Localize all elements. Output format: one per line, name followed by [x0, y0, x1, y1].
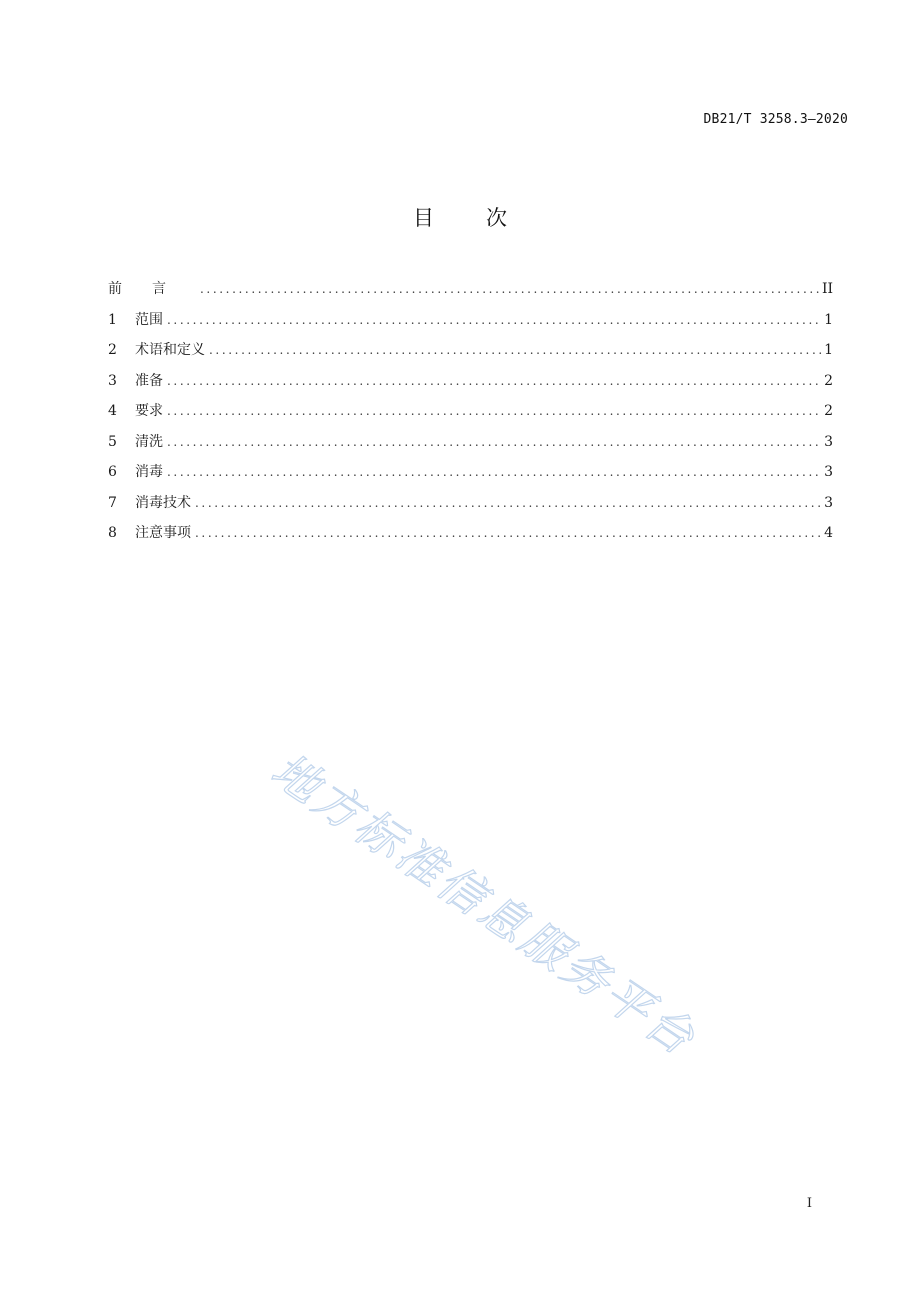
watermark-text: 地方标准信息服务平台 [261, 742, 707, 1067]
toc-entry-preparation[interactable] [108, 370, 833, 401]
toc-entry-page: 3 [824, 464, 833, 480]
toc-entry-number: 8 [108, 525, 117, 541]
toc-entry-disinfection[interactable] [108, 461, 833, 492]
toc-leader-dots [167, 435, 822, 449]
toc-entry-scope[interactable] [108, 309, 833, 340]
toc-leader-dots [195, 496, 822, 510]
toc-entry-label: 准备 [135, 372, 163, 389]
toc-entry-page: 2 [824, 403, 833, 419]
toc-entry-page: 1 [824, 342, 833, 358]
toc-entry-disinfection-technique[interactable] [108, 492, 833, 523]
toc-leader-dots [200, 282, 820, 296]
toc-entry-page: II [821, 281, 833, 297]
toc-entry-page: 4 [824, 525, 833, 541]
toc-entry-cleaning[interactable] [108, 431, 833, 462]
page-number: I [806, 1196, 812, 1211]
toc-entry-label: 术语和定义 [135, 342, 205, 358]
toc-entry-label: 要求 [135, 403, 163, 419]
toc-entry-page: 1 [824, 311, 833, 328]
toc-entry-label: 清洗 [135, 433, 163, 450]
toc-entry-number: 2 [108, 342, 117, 358]
toc-entry-foreword[interactable] [108, 278, 833, 309]
toc-entry-number: 3 [108, 372, 117, 389]
toc-leader-dots [167, 313, 822, 327]
toc-entry-label: 范围 [135, 311, 163, 328]
toc-entry-number: 5 [108, 433, 117, 450]
toc-entry-requirements[interactable] [108, 400, 833, 431]
toc-entry-number: 7 [108, 494, 117, 511]
toc-entry-page: 3 [824, 433, 833, 450]
document-code: DB21/T 3258.3—2020 [703, 112, 848, 127]
toc-entry-number: 4 [108, 403, 117, 419]
page-title: 目次 [413, 206, 559, 230]
toc-entry-precautions[interactable] [108, 522, 833, 553]
toc-leader-dots [209, 343, 822, 357]
toc-leader-dots [195, 526, 822, 540]
toc-entry-number: 6 [108, 464, 117, 480]
toc-entry-label: 前言 [108, 281, 196, 297]
toc-entry-label: 注意事项 [135, 525, 191, 541]
toc-entry-page: 2 [824, 372, 833, 389]
toc-leader-dots [167, 374, 822, 388]
toc-entry-number: 1 [108, 311, 117, 328]
toc-entry-page: 3 [824, 494, 833, 511]
toc-entry-label: 消毒 [135, 464, 163, 480]
toc-entry-terms[interactable] [108, 339, 833, 370]
toc-leader-dots [167, 465, 822, 479]
toc-entry-label: 消毒技术 [135, 494, 191, 511]
table-of-contents [108, 278, 833, 553]
toc-leader-dots [167, 404, 822, 418]
